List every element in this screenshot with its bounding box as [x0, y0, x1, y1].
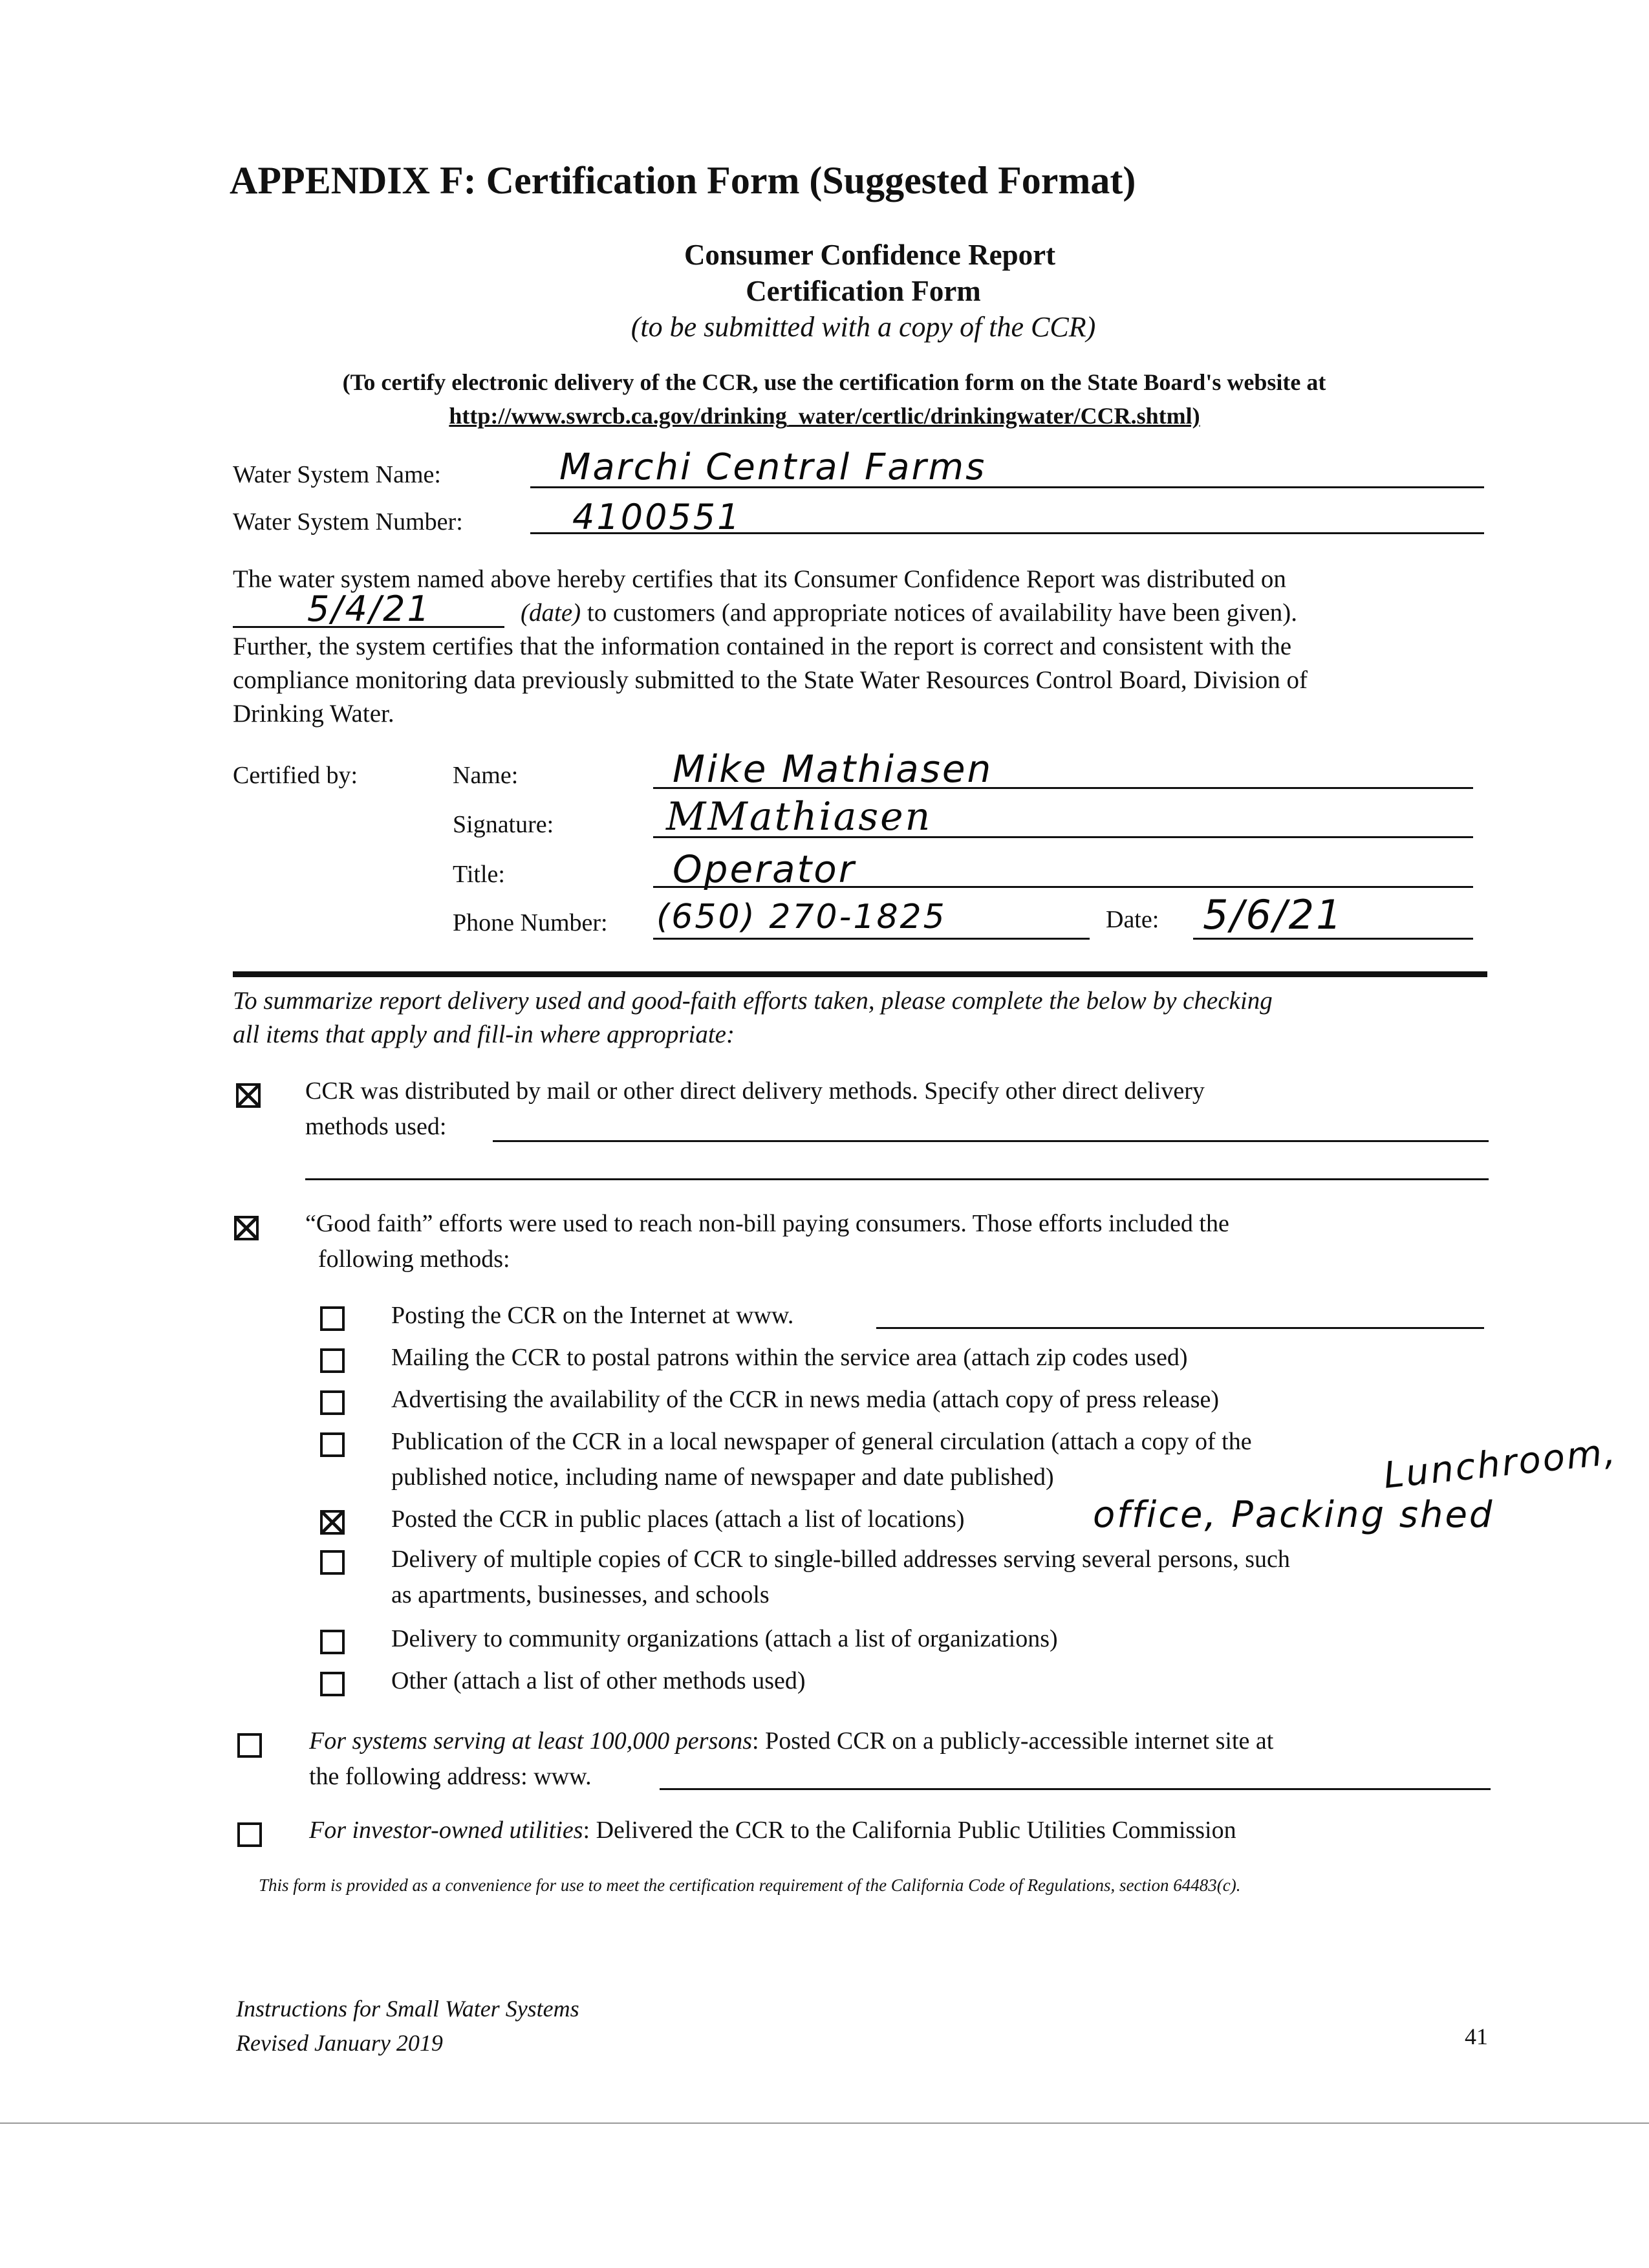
- large-systems-text-2: the following address: www.: [309, 1763, 592, 1790]
- statement-line-2: [521, 595, 1297, 631]
- subtitle-instruction: (to be submitted with a copy of the CCR): [630, 311, 1096, 343]
- large-systems-checkbox[interactable]: [237, 1733, 262, 1758]
- good-faith-text: “Good faith” efforts were used to reach non-bill paying consumers. Those efforts included the: [305, 1210, 1229, 1237]
- cert-date-value[interactable]: 5/6/21: [1203, 891, 1344, 938]
- system-number-label: Water System Number:: [233, 508, 463, 535]
- posted-locations-1[interactable]: Lunchroom,: [1381, 1431, 1619, 1497]
- method-advertising-text: Advertising the availability of the CCR in news media (attach copy of press release): [391, 1386, 1220, 1413]
- footer-line-1: Instructions for Small Water Systems: [236, 1996, 579, 2022]
- form-footnote: This form is provided as a convenience for use to meet the certification requirement of the California Code of Regulations, section 64483(c).: [259, 1875, 1241, 1895]
- date-label: (date): [521, 599, 581, 627]
- method-checkbox-posted[interactable]: [320, 1510, 345, 1535]
- method-multiple-text-2: as apartments, businesses, and schools: [391, 1581, 770, 1608]
- method-checkbox-advertising[interactable]: [320, 1390, 345, 1415]
- method-other-text: Other (attach a list of other methods used): [391, 1667, 806, 1694]
- internet-address-line[interactable]: [876, 1327, 1484, 1329]
- method-publication-text-2: published notice, including name of newspaper and date published): [391, 1463, 1054, 1491]
- method-internet-text: Posting the CCR on the Internet at www.: [391, 1302, 794, 1329]
- investor-text: [309, 1816, 1236, 1844]
- signature-label: Signature:: [453, 811, 554, 838]
- date-label-cert: Date:: [1106, 906, 1159, 933]
- title-value[interactable]: Operator: [673, 847, 856, 891]
- large-systems-desc: : Posted CCR on a publicly-accessible internet site at: [752, 1727, 1274, 1755]
- statement-line-3: Further, the system certifies that the information contained in the report is correct and consistent with the: [233, 632, 1292, 660]
- mail-delivery-text: CCR was distributed by mail or other direct delivery methods. Specify other direct delivery: [305, 1077, 1205, 1105]
- statement-line-1: The water system named above hereby certifies that its Consumer Confidence Report was distributed on: [233, 565, 1286, 593]
- large-systems-address-line[interactable]: [660, 1788, 1491, 1790]
- mail-delivery-checkbox[interactable]: [236, 1083, 261, 1108]
- distribution-date-line: [233, 626, 504, 628]
- good-faith-checkbox[interactable]: [234, 1216, 259, 1240]
- good-faith-text-2: following methods:: [318, 1246, 510, 1273]
- cert-name-line: [653, 787, 1473, 789]
- scan-edge-line: [0, 2122, 1649, 2124]
- phone-line: [653, 938, 1090, 940]
- cert-name-value[interactable]: Mike Mathiasen: [673, 747, 993, 791]
- posted-locations-2[interactable]: office, Packing shed: [1093, 1494, 1494, 1536]
- phone-value[interactable]: (650) 270-1825: [656, 898, 947, 936]
- investor-checkbox[interactable]: [237, 1822, 262, 1847]
- cert-name-label: Name:: [453, 762, 519, 789]
- method-checkbox-publication[interactable]: [320, 1432, 345, 1457]
- system-number-line: [530, 532, 1484, 534]
- method-multiple-text: Delivery of multiple copies of CCR to single-billed addresses serving several persons, such: [391, 1546, 1290, 1573]
- signature-line: [653, 836, 1473, 838]
- system-name-label: Water System Name:: [233, 461, 441, 488]
- large-systems-label: For systems serving at least 100,000 persons: [309, 1727, 753, 1755]
- method-checkbox-internet[interactable]: [320, 1306, 345, 1331]
- method-mailing-text: Mailing the CCR to postal patrons within the service area (attach zip codes used): [391, 1344, 1188, 1371]
- statement-line-4: compliance monitoring data previously submitted to the State Water Resources Control Board, Division of: [233, 666, 1308, 694]
- method-checkbox-mailing[interactable]: [320, 1348, 345, 1373]
- signature-value[interactable]: MMathiasen: [666, 794, 932, 839]
- method-community-text: Delivery to community organizations (attach a list of organizations): [391, 1625, 1058, 1652]
- subtitle-ccr: Consumer Confidence Report: [684, 239, 1056, 271]
- method-posted-text: Posted the CCR in public places (attach a list of locations): [391, 1506, 965, 1533]
- subtitle-form: Certification Form: [746, 275, 981, 307]
- system-name-line: [530, 486, 1484, 488]
- investor-label: For investor-owned utilities: [309, 1817, 583, 1844]
- instructions-line-1: To summarize report delivery used and good-faith efforts taken, please complete the below by checking: [233, 987, 1273, 1015]
- distribution-date[interactable]: 5/4/21: [307, 589, 431, 629]
- page-title: APPENDIX F: Certification Form (Suggested Format): [230, 159, 1136, 202]
- certified-by-label: Certified by:: [233, 762, 358, 789]
- method-checkbox-multiple[interactable]: [320, 1550, 345, 1575]
- phone-label: Phone Number:: [453, 909, 608, 936]
- section-divider: [233, 971, 1487, 977]
- page-number: 41: [1465, 2024, 1488, 2049]
- cert-date-line: [1193, 938, 1473, 940]
- mail-delivery-text-2: methods used:: [305, 1113, 447, 1140]
- electronic-note: (To certify electronic delivery of the CCR, use the certification form on the State Board's website at: [342, 369, 1326, 395]
- title-line: [653, 886, 1473, 888]
- system-number-value[interactable]: 4100551: [572, 497, 742, 537]
- title-label: Title:: [453, 861, 505, 888]
- large-systems-text: [309, 1727, 1273, 1755]
- system-name-value[interactable]: Marchi Central Farms: [559, 446, 987, 488]
- method-checkbox-other[interactable]: [320, 1672, 345, 1696]
- instructions-line-2: all items that apply and fill-in where appropriate:: [233, 1021, 735, 1048]
- investor-desc: : Delivered the CCR to the California Public Utilities Commission: [583, 1817, 1236, 1844]
- method-publication-text: Publication of the CCR in a local newspaper of general circulation (attach a copy of the: [391, 1428, 1252, 1455]
- footer-line-2: Revised January 2019: [236, 2030, 443, 2056]
- methods-used-line-1[interactable]: [493, 1140, 1489, 1142]
- methods-used-line-2[interactable]: [305, 1178, 1489, 1180]
- statement-line-2-text: to customers (and appropriate notices of availability have been given).: [587, 599, 1297, 627]
- statement-line-5: Drinking Water.: [233, 700, 394, 728]
- method-checkbox-community[interactable]: [320, 1630, 345, 1654]
- certification-url[interactable]: http://www.swrcb.ca.gov/drinking_water/certlic/drinkingwater/CCR.shtml): [449, 403, 1200, 429]
